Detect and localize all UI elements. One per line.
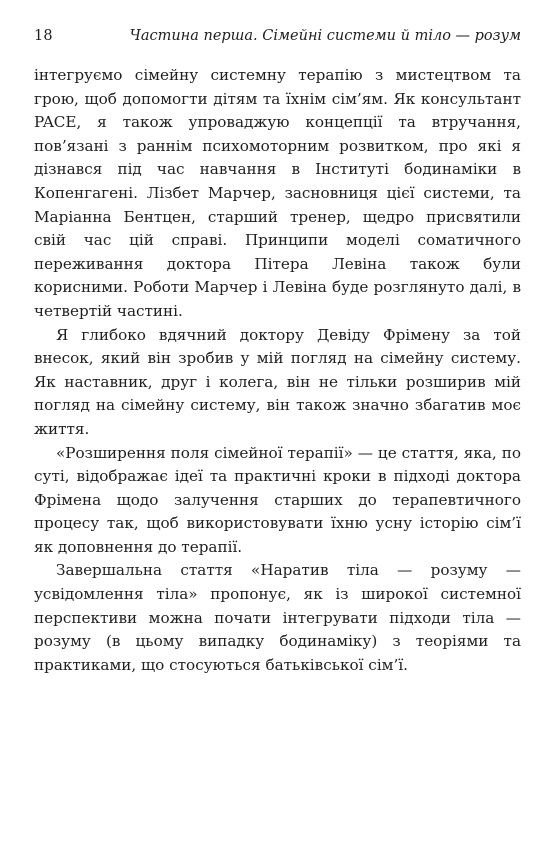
running-head <box>34 26 521 46</box>
page-number: 18 <box>34 28 53 44</box>
paragraph-1: інтегруємо сімейну системну терапію з мистецтвом та грою, щоб допомогти дітям та їхнім сім’ям. Як консультант PACE, я також упроваджую концепції та втручання, пов’язані з раннім психомоторним розвитком, про які я дізнався під час навчання в Інституті бодинаміки в Копенгагені. Лізбет Марчер, засновниця цієї системи, та Маріанна Бентцен, старший тренер, щедро присвятили свій час цій справі. Принципи моделі соматичного переживання доктора Пітера Левіна також були корисними. Роботи Марчер і Левіна буде розглянуто далі, в четвертій частині. <box>34 66 521 320</box>
running-title: Частина перша. Сімейні системи й тіло — розум <box>129 28 521 44</box>
paragraph-3: «Розширення поля сімейної терапії» — це стаття, яка, по суті, відображає ідеї та практичні кроки в підході доктора Фрімена щодо залучення старших до терапевтичного процесу так, щоб використовувати їхню усну історію сім’ї як доповнення до терапії. <box>34 443 521 556</box>
book-page <box>34 26 521 677</box>
paragraph-4: Завершальна стаття «Наратив тіла — розуму — усвідомлення тіла» пропонує, як із широкої системної перспективи можна почати інтегрувати підходи тіла — розуму (в цьому випадку бодинаміку) з теоріями та практиками, що стосуються батьківської сім’ї. <box>34 561 521 674</box>
body-text <box>34 64 521 677</box>
paragraph-2: Я глибоко вдячний доктору Девіду Фрімену за той внесок, який він зробив у мій погляд на сімейну систему. Як наставник, друг і колега, він не тільки розширив мій погляд на сімейну систему, він також значно збагатив моє життя. <box>34 325 521 438</box>
